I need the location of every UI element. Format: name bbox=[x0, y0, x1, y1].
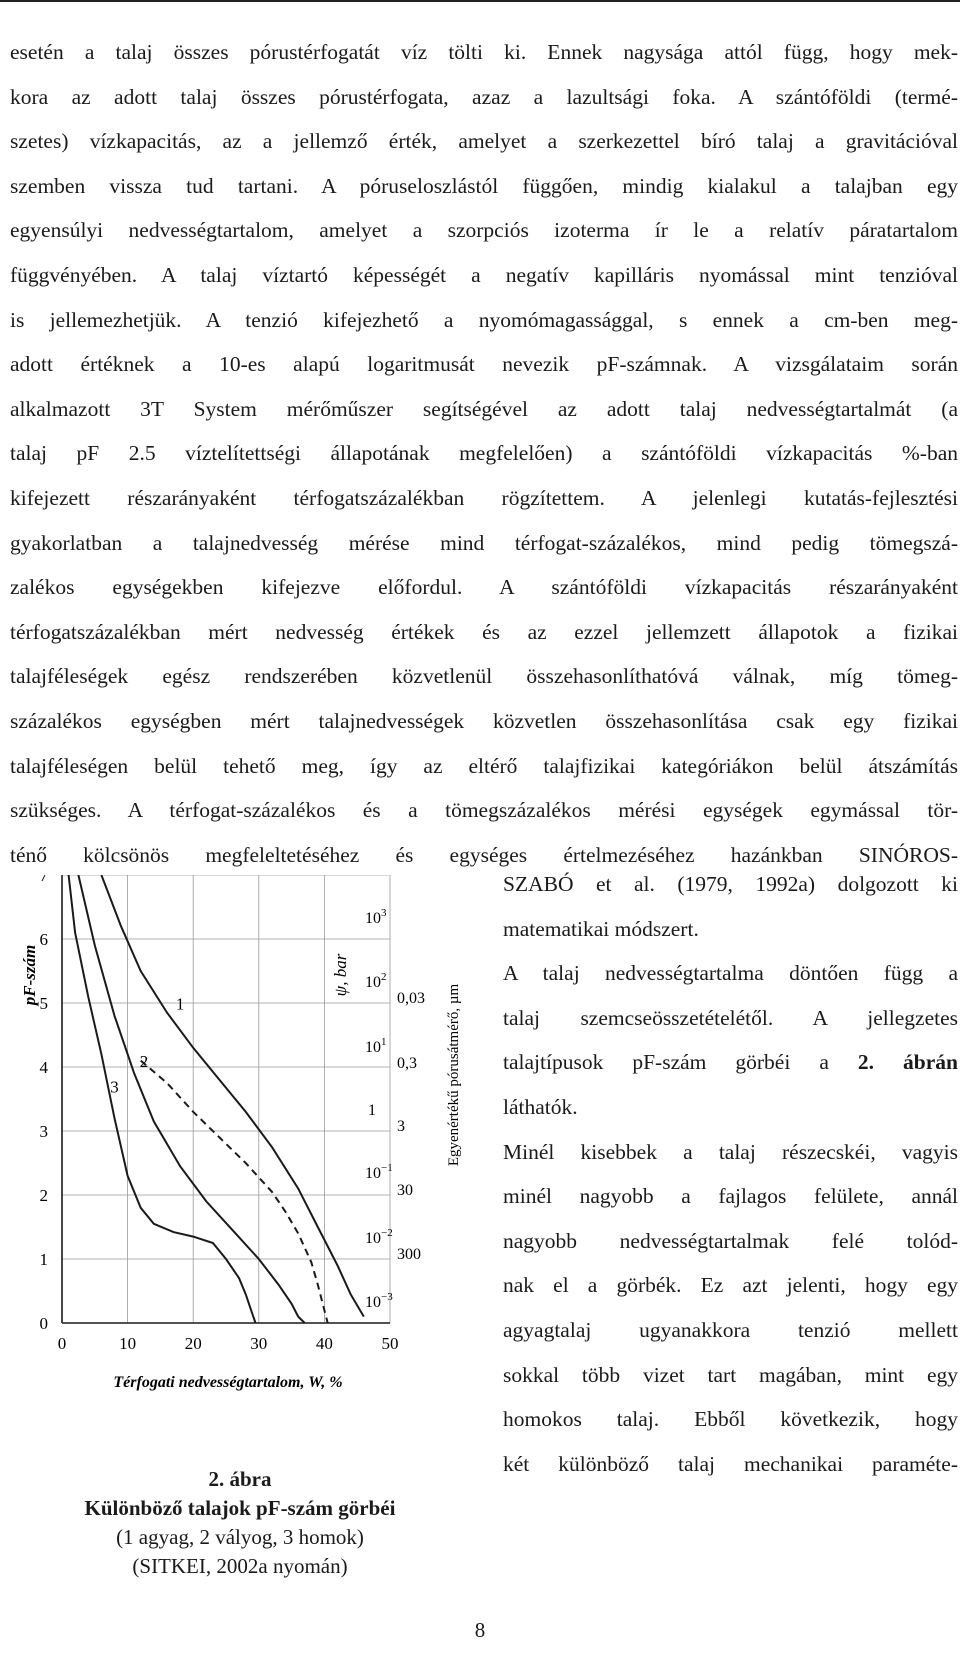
curve-number-label: 2 bbox=[139, 1052, 149, 1071]
side-line: agyagtalaj ugyanakkora tenzió mellett bbox=[503, 1317, 958, 1342]
body-line: alkalmazott 3T System mérőműszer segítségével az adott talaj nedvességtartalmát (a bbox=[10, 396, 958, 421]
side-line: nagyobb nedvességtartalmak felé tolód- bbox=[503, 1228, 958, 1253]
body-line: talaj pF 2.5 víztelítettségi állapotának megfelelően) a szántóföldi vízkapacitás %-ban bbox=[10, 441, 958, 466]
body-line: talajféleségek egész rendszerében közvetlenül összehasonlíthatóvá válnak, míg tömeg- bbox=[10, 664, 958, 689]
pf-chart bbox=[10, 875, 490, 1445]
body-line: szükséges. A térfogat-százalékos és a tömegszázalékos mérési egységek egymással tör- bbox=[10, 798, 958, 823]
curve-number-label: 1 bbox=[175, 994, 185, 1014]
psi-tick-label: $10^3$ bbox=[365, 907, 387, 927]
y-tick-label: 4 bbox=[39, 1058, 48, 1077]
body-line: kifejezett részarányaként térfogatszázalékban rögzítettem. A jelenlegi kutatás-fejlesztési bbox=[10, 485, 958, 510]
side-line: homokos talaj. Ebből következik, hogy bbox=[503, 1407, 958, 1432]
y-tick-label: 3 bbox=[39, 1122, 48, 1141]
pore-axis-title: Egyenértékű pórusátmérő, µm bbox=[446, 983, 462, 1167]
side-line: nak el a görbék. Ez azt jelenti, hogy egy bbox=[503, 1273, 958, 1298]
y-tick-label: 6 bbox=[39, 930, 48, 949]
body-line: szetes) vízkapacitás, az a jellemző érték, amelyet a szerkezettel bíró talaj a gravitációval bbox=[10, 129, 958, 154]
figure-reference: 2. ábrán bbox=[857, 1050, 958, 1075]
x-tick-label: 30 bbox=[250, 1334, 268, 1353]
pore-tick-label: 0,3 bbox=[397, 1055, 417, 1072]
body-line: szemben vissza tud tartani. A póruseloszlástól függően, mindig kialakul a talajban egy bbox=[10, 173, 958, 198]
page-number: 8 bbox=[474, 1618, 486, 1642]
side-line: A talaj nedvességtartalma döntően függ a bbox=[503, 961, 958, 986]
x-axis-title: Térfogati nedvességtartalom, W, % bbox=[113, 1374, 343, 1391]
body-line: ténő kölcsönös megfeleltetéséhez és egységes értelmezéséhez hazánkban SINÓROS- bbox=[10, 842, 958, 867]
y-tick-label: 7 bbox=[39, 875, 48, 885]
pore-tick-label: 30 bbox=[397, 1182, 413, 1199]
x-tick-label: 10 bbox=[119, 1334, 137, 1353]
side-line: minél nagyobb a fajlagos felülete, annál bbox=[503, 1184, 958, 1209]
psi-tick-label: $10^{-1}$ bbox=[365, 1162, 393, 1182]
side-line: láthatók. bbox=[503, 1094, 578, 1119]
side-line: talaj szemcseösszetételétől. A jellegzetes bbox=[503, 1005, 958, 1030]
y-axis-title: pF-szám bbox=[20, 944, 39, 1006]
psi-axis-title: ψ, bar bbox=[331, 953, 350, 997]
psi-tick-label: $10^{-3}$ bbox=[365, 1291, 393, 1311]
body-line: kora az adott talaj összes pórustérfogata, azaz a lazultsági foka. A szántóföldi (termé- bbox=[10, 84, 958, 109]
x-tick-label: 0 bbox=[57, 1334, 67, 1353]
side-line-text: talajtípusok pF-szám görbéi a bbox=[503, 1050, 858, 1075]
side-line: sokkal több vizet tart magában, mint egy bbox=[503, 1362, 958, 1387]
pore-tick-label: 0,03 bbox=[397, 990, 425, 1007]
side-paragraph bbox=[503, 862, 958, 1486]
side-line: matematikai módszert. bbox=[503, 916, 699, 941]
body-paragraph bbox=[10, 30, 958, 877]
psi-tick-label: $10^2$ bbox=[365, 971, 387, 991]
body-line: adott értéknek a 10-es alapú logaritmusát nevezik pF-számnak. A vizsgálataim során bbox=[10, 352, 958, 377]
pore-tick-label: 300 bbox=[397, 1246, 421, 1263]
x-tick-label: 40 bbox=[315, 1334, 333, 1353]
body-line: gyakorlatban a talajnedvesség mérése mind térfogat-százalékos, mind pedig tömegszá- bbox=[10, 530, 958, 555]
body-line: térfogatszázalékban mért nedvesség értékek és az ezzel jellemzett állapotok a fizikai bbox=[10, 619, 958, 644]
chart-curves bbox=[69, 875, 364, 1323]
side-line: Minél kisebbek a talaj részecskéi, vagyis bbox=[503, 1139, 958, 1164]
body-line: is jellemezhetjük. A tenzió kifejezhető a nyomómagassággal, s ennek a cm-ben meg- bbox=[10, 307, 958, 332]
figure-legend: (1 agyag, 2 vályog, 3 homok) bbox=[116, 1525, 364, 1549]
body-line: esetén a talaj összes pórustérfogatát víz tölti ki. Ennek nagysága attól függ, hogy mek- bbox=[10, 40, 958, 64]
top-rule bbox=[0, 0, 960, 2]
body-line: talajféleségen belül tehető meg, így az eltérő talajfizikai kategóriákon belül átszámítás bbox=[10, 753, 958, 778]
side-line: két különböző talaj mechanikai paraméte- bbox=[503, 1451, 958, 1476]
series-curve-2 bbox=[78, 875, 304, 1323]
body-line: egyensúlyi nedvességtartalom, amelyet a szorpciós izoterma ír le a relatív páratartalom bbox=[10, 218, 958, 243]
y-tick-label: 1 bbox=[39, 1250, 48, 1269]
body-line: függvényében. A talaj víztartó képességét a negatív kapilláris nyomással mint tenzióval bbox=[10, 262, 958, 287]
pore-tick-label: 3 bbox=[397, 1118, 405, 1135]
figure-source: (SITKEI, 2002a nyomán) bbox=[132, 1554, 348, 1578]
psi-tick-label: $10^1$ bbox=[365, 1036, 387, 1056]
y-tick-label: 2 bbox=[39, 1186, 48, 1205]
side-line bbox=[503, 1040, 958, 1085]
psi-tick-label: $10^{-2}$ bbox=[365, 1227, 393, 1247]
x-tick-label: 20 bbox=[184, 1334, 202, 1353]
body-line: zalékos egységekben kifejezve előfordul. A szántóföldi vízkapacitás részarányaként bbox=[10, 575, 958, 600]
side-line: SZABÓ et al. (1979, 1992a) dolgozott ki bbox=[503, 872, 958, 896]
body-line: százalékos egységben mért talajnedvességek közvetlen összehasonlítása csak egy fizikai bbox=[10, 708, 958, 733]
psi-tick-label: 1 bbox=[368, 1102, 376, 1119]
curve-number-label: 3 bbox=[110, 1077, 119, 1097]
x-tick-label: 50 bbox=[381, 1334, 399, 1353]
figure-number: 2. ábra bbox=[208, 1467, 272, 1491]
series-curve-3 bbox=[69, 875, 256, 1323]
y-tick-label: 5 bbox=[39, 994, 48, 1013]
figure-caption bbox=[20, 1465, 460, 1581]
figure-title: Különböző talajok pF-szám görbéi bbox=[84, 1496, 396, 1520]
pf-chart-figure bbox=[10, 875, 490, 1445]
y-tick-label: 0 bbox=[39, 1314, 48, 1333]
